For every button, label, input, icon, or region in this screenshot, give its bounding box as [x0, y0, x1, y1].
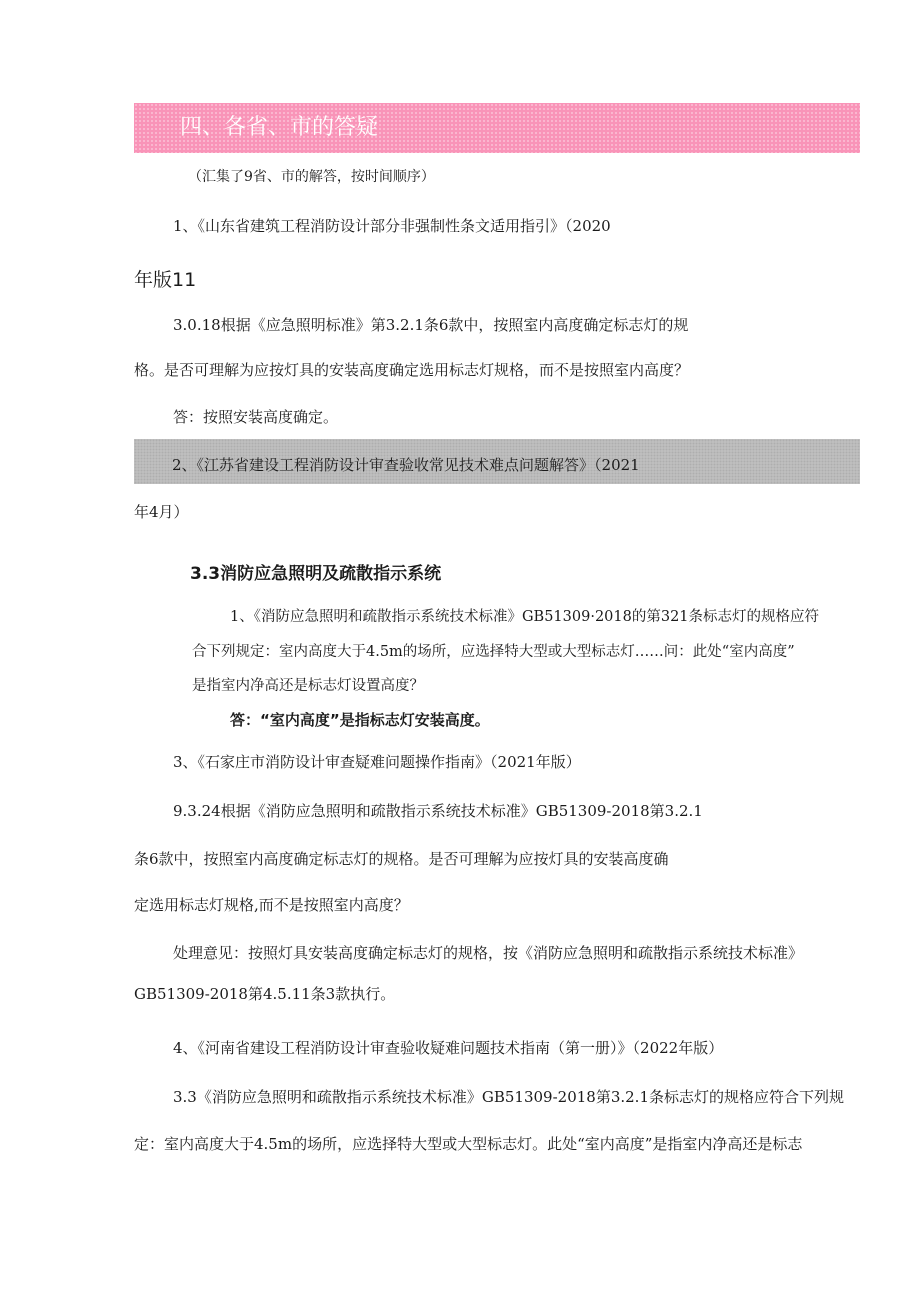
shandong-title-line2: 年版11	[134, 269, 197, 291]
jiangsu-title-band	[134, 439, 860, 484]
shijiazhuang-question-line2: 条6款中，按照室内高度确定标志灯的规格。是否可理解为应按灯具的安装高度确	[134, 850, 669, 868]
shijiazhuang-opinion-line1: 处理意见：按照灯具安装高度确定标志灯的规格，按《消防应急照明和疏散指示系统技术标准》	[173, 944, 804, 962]
henan-title: 4、《河南省建设工程消防设计审查验收疑难问题技术指南（第一册）》（2022年版）	[173, 1039, 724, 1057]
jiangsu-question-line3: 是指室内净高还是标志灯设置高度？	[192, 678, 424, 694]
shandong-question-line1: 3.0.18根据《应急照明标准》第3.2.1条6款中，按照室内高度确定标志灯的规	[173, 316, 689, 334]
shijiazhuang-title: 3、《石家庄市消防设计审查疑难问题操作指南》（2021年版）	[173, 753, 581, 771]
jiangsu-title-line1: 2、《江苏省建设工程消防设计审查验收常见技术难点问题解答》（2021	[172, 456, 640, 474]
henan-question-line1: 3.3《消防应急照明和疏散指示系统技术标准》GB51309-2018第3.2.1条标志灯的规格应符合下列规	[173, 1088, 844, 1106]
shijiazhuang-question-line3: 定选用标志灯规格,而不是按照室内高度？	[134, 896, 409, 914]
shijiazhuang-question-line1: 9.3.24根据《消防应急照明和疏散指示系统技术标准》GB51309-2018第3.2.1	[173, 802, 703, 820]
shandong-question-line2: 格。是否可理解为应按灯具的安装高度确定选用标志灯规格，而不是按照室内高度？	[134, 361, 690, 379]
shijiazhuang-opinion-line2: GB51309-2018第4.5.11条3款执行。	[134, 985, 396, 1003]
jiangsu-subheading: 3.3消防应急照明及疏散指示系统	[190, 564, 442, 584]
section-heading-band	[134, 103, 860, 153]
shandong-answer: 答：按照安装高度确定。	[173, 408, 339, 426]
jiangsu-question-line2: 合下列规定：室内高度大于4.5m的场所，应选择特大型或大型标志灯……问：此处“室内高度”	[192, 644, 795, 660]
jiangsu-title-line2: 年4月）	[134, 503, 189, 521]
section-heading: 四、各省、市的答疑	[180, 115, 379, 140]
section-note: （汇集了9省、市的解答，按时间顺序）	[188, 169, 435, 185]
jiangsu-question-line1: 1、《消防应急照明和疏散指示系统技术标准》GB51309·2018的第321条标志灯的规格应符	[230, 609, 820, 625]
shandong-title-line1: 1、《山东省建筑工程消防设计部分非强制性条文适用指引》（2020	[173, 217, 611, 235]
jiangsu-answer: 答：“室内高度”是指标志灯安装高度。	[230, 711, 490, 729]
henan-question-line2: 定：室内高度大于4.5m的场所，应选择特大型或大型标志灯。此处“室内高度”是指室内净高还是标志	[134, 1135, 803, 1153]
